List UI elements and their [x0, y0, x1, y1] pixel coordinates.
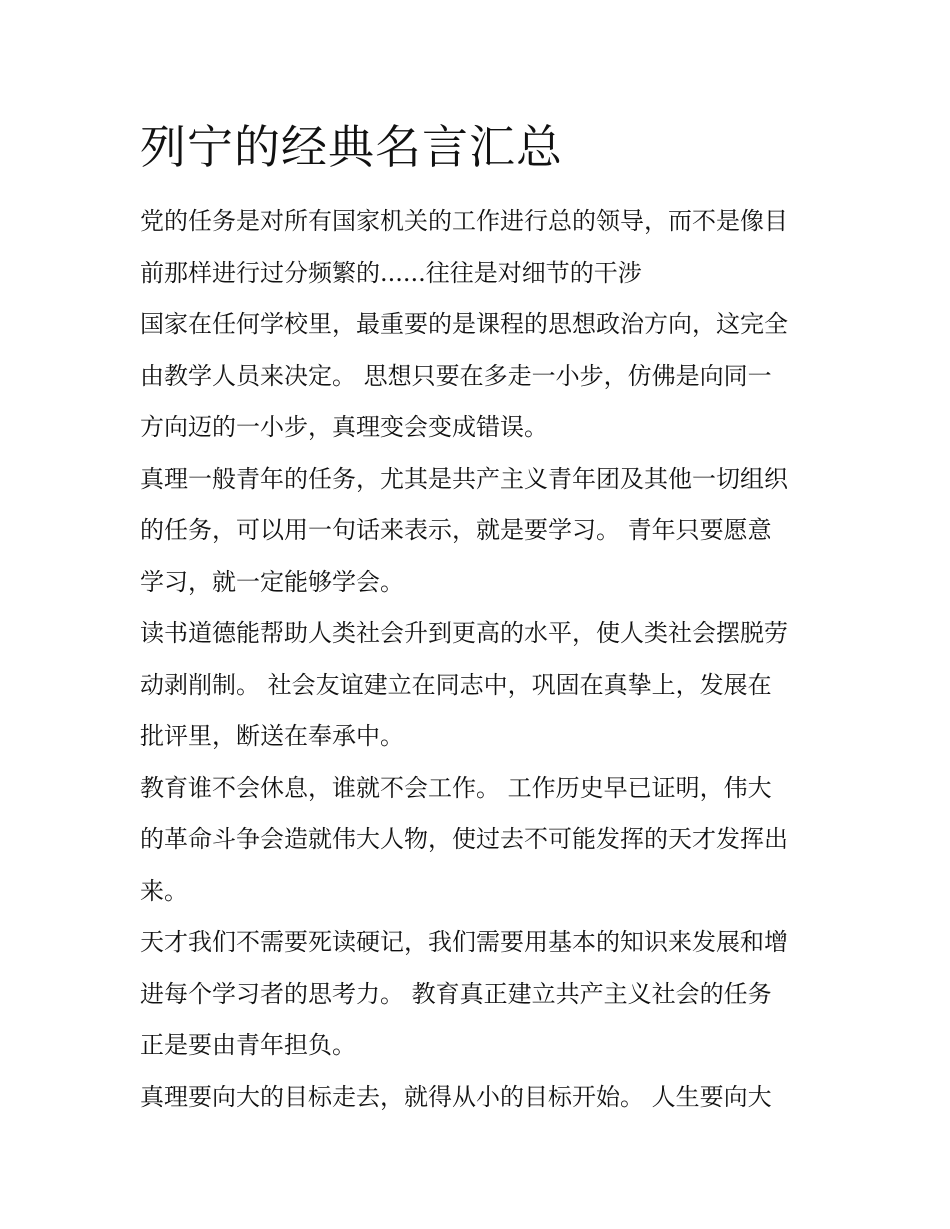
text-line: 天才我们不需要死读硬记，我们需要用基本的知识来发展和增	[140, 928, 788, 956]
text-line: 来。	[140, 876, 188, 905]
document-body	[140, 196, 812, 1123]
paragraph-4	[140, 608, 812, 763]
paragraph-2	[140, 299, 812, 454]
text-line: 国家在任何学校里，最重要的是课程的思想政治方向，这完全	[140, 310, 788, 338]
text-line: 动剥削制。 社会友谊建立在同志中，巩固在真挚上，发展在	[140, 670, 772, 699]
text-line: 由教学人员来决定。 思想只要在多走一小步，仿佛是向同一	[140, 361, 772, 390]
text-line: 真理一般青年的任务，尤其是共产主义青年团及其他一切组织	[140, 464, 788, 493]
text-line: 党的任务是对所有国家机关的工作进行总的领导，而不是像目	[140, 207, 788, 235]
paragraph-6	[140, 917, 812, 1072]
text-line: 学习，就一定能够学会。	[140, 567, 404, 596]
text-line: 读书道德能帮助人类社会升到更高的水平，使人类社会摆脱劳	[140, 619, 788, 647]
text-line: 批评里，断送在奉承中。	[140, 722, 404, 750]
text-line: 正是要由青年担负。	[140, 1031, 356, 1059]
text-line: 的任务，可以用一句话来表示，就是要学习。 青年只要愿意	[140, 516, 772, 544]
page-title: 列宁的经典名言汇总	[140, 120, 563, 174]
paragraph-7	[140, 1072, 812, 1124]
text-line: 教育谁不会休息，谁就不会工作。 工作历史早已证明，伟大	[140, 773, 772, 802]
text-line: 进每个学习者的思考力。 教育真正建立共产主义社会的任务	[140, 979, 772, 1008]
text-line: 方向迈的一小步，真理变会变成错误。	[140, 413, 548, 441]
text-line: 真理要向大的目标走去，就得从小的目标开始。 人生要向大	[140, 1082, 772, 1111]
paragraph-5	[140, 763, 812, 918]
text-line: 前那样进行过分频繁的......往往是对细节的干涉	[140, 258, 642, 287]
text-line: 的革命斗争会造就伟大人物，使过去不可能发挥的天才发挥出	[140, 825, 788, 853]
paragraph-3	[140, 454, 812, 609]
paragraph-1	[140, 196, 812, 299]
